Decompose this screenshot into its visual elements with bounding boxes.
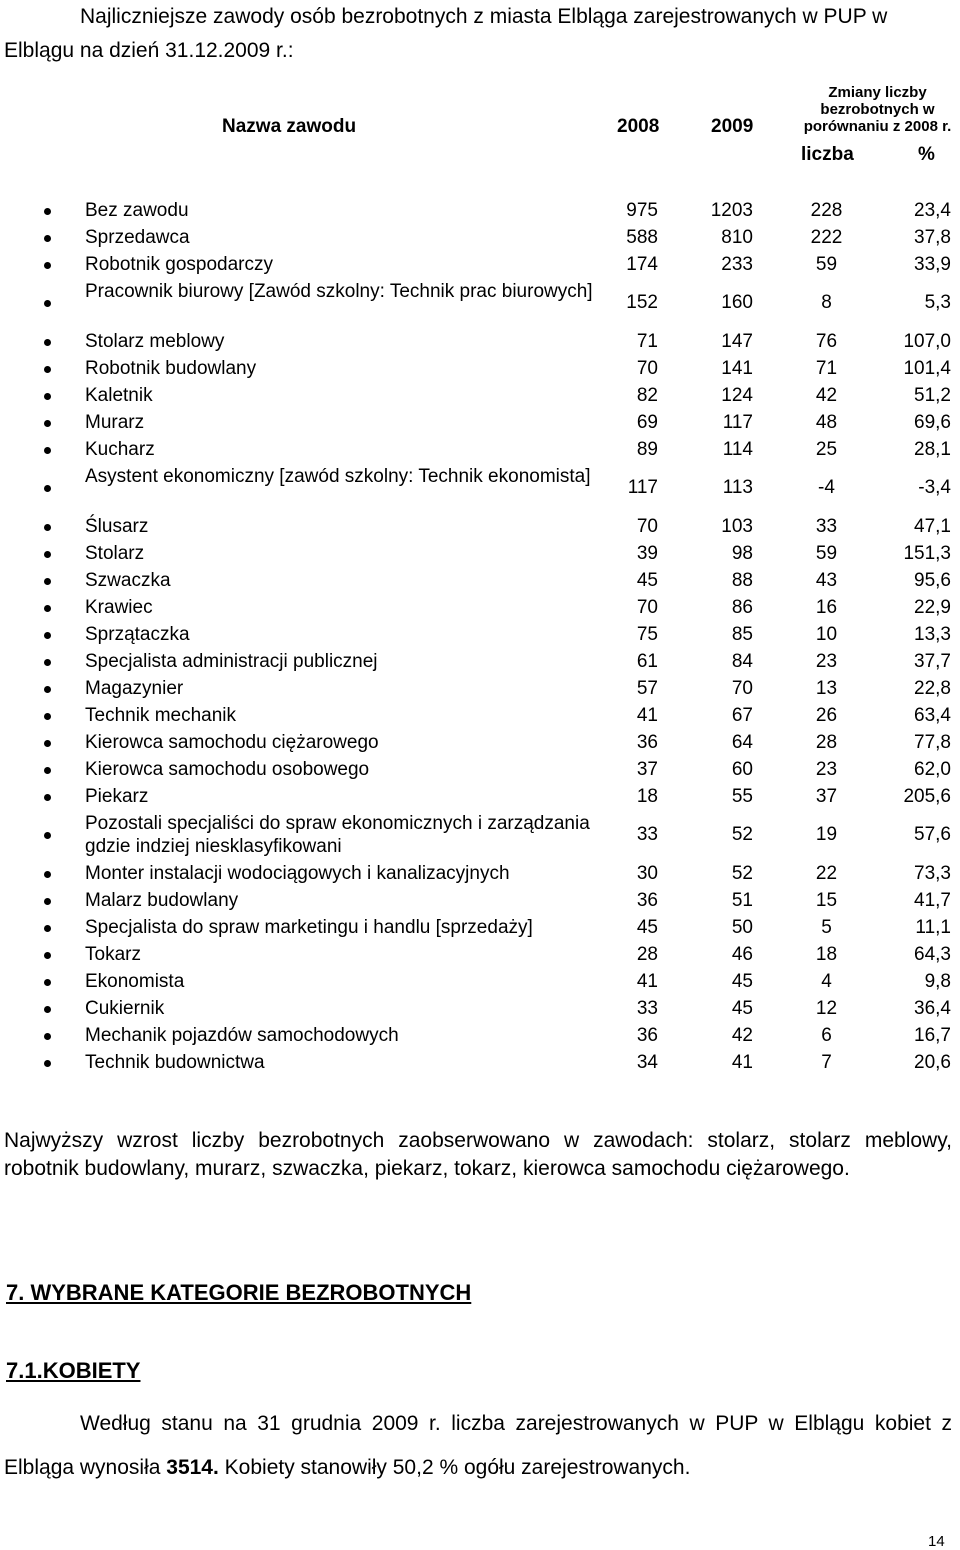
section-heading-7-1: 7.1.KOBIETY [6, 1358, 141, 1383]
occupation-name: Kierowca samochodu osobowego [85, 759, 370, 780]
value-2009: 103 [721, 516, 753, 537]
value-2008: 41 [636, 971, 658, 992]
occupation-name: Specjalista administracji publicznej [85, 651, 378, 672]
change-percent: 37,7 [914, 651, 951, 672]
change-percent: 9,8 [924, 971, 951, 992]
table-row [0, 970, 960, 993]
value-2008: 33 [636, 824, 658, 845]
change-percent: 22,9 [914, 597, 951, 618]
table-row [0, 569, 960, 592]
occupation-name: Murarz [85, 412, 145, 433]
bullet-icon [44, 208, 51, 215]
table-row [0, 650, 960, 673]
change-count: 71 [815, 358, 838, 379]
change-percent: 63,4 [914, 705, 951, 726]
occupation-name: Robotnik budowlany [85, 358, 257, 379]
occupation-name: Tokarz [85, 944, 141, 965]
value-2009: 52 [731, 863, 753, 884]
table-row [0, 758, 960, 781]
bullet-icon [44, 952, 51, 959]
header-year-2008: 2008 [617, 116, 660, 137]
value-2008: 975 [626, 200, 658, 221]
value-2009: 42 [731, 1025, 753, 1046]
value-2009: 64 [731, 732, 753, 753]
change-count: 10 [815, 624, 838, 645]
table-row [0, 384, 960, 407]
value-2009: 45 [731, 998, 753, 1019]
value-2009: 45 [731, 971, 753, 992]
occupation-name: Ekonomista [85, 971, 185, 992]
change-percent: -3,4 [918, 477, 951, 498]
bullet-icon [44, 632, 51, 639]
value-2008: 18 [636, 786, 658, 807]
value-2009: 55 [731, 786, 753, 807]
value-2009: 84 [731, 651, 753, 672]
bullet-icon [44, 740, 51, 747]
value-2008: 70 [636, 516, 658, 537]
change-count: 25 [815, 439, 838, 460]
change-percent: 77,8 [914, 732, 951, 753]
value-2009: 51 [731, 890, 753, 911]
intro-heading: Najliczniejsze zawody osób bezrobotnych z miasta Elbląga zarejestrowanych w PUP w Elblągu na dzień 31.12.2009 r.: [4, 5, 888, 62]
change-count: 22 [815, 863, 838, 884]
occupation-name: Stolarz meblowy [85, 331, 225, 352]
occupation-name: Sprzątaczka [85, 624, 190, 645]
value-2008: 57 [636, 678, 658, 699]
occupation-name: Pracownik biurowy [Zawód szkolny: Technik prac biurowych] [85, 281, 593, 302]
table-row [0, 623, 960, 646]
bullet-icon [44, 420, 51, 427]
table-row [0, 438, 960, 461]
value-2008: 39 [636, 543, 658, 564]
paragraph-text-before: Według stanu na 31 grudnia 2009 r. liczba zarejestrowanych w PUP w Elblągu kobiet z Elbląga wynosiła [4, 1412, 952, 1479]
table-row [0, 199, 960, 222]
change-percent: 151,3 [903, 543, 951, 564]
bullet-icon [44, 1033, 51, 1040]
change-percent: 23,4 [914, 200, 951, 221]
table-row [0, 997, 960, 1020]
change-count: 222 [810, 227, 843, 248]
table-row [0, 812, 960, 858]
bullet-icon [44, 524, 51, 531]
value-2009: 117 [722, 412, 753, 433]
bullet-icon [44, 485, 51, 492]
occupation-name: Kucharz [85, 439, 155, 460]
change-count: 23 [815, 651, 838, 672]
value-2009: 67 [731, 705, 753, 726]
table-row [0, 1024, 960, 1047]
value-2009: 160 [721, 292, 753, 313]
value-2009: 50 [731, 917, 753, 938]
value-2009: 41 [731, 1052, 753, 1073]
bullet-icon [44, 871, 51, 878]
change-count: 5 [821, 917, 832, 938]
bullet-icon [44, 235, 51, 242]
table-row [0, 542, 960, 565]
bullet-icon [44, 366, 51, 373]
value-2009: 810 [721, 227, 753, 248]
table-row [0, 357, 960, 380]
change-percent: 13,3 [914, 624, 951, 645]
header-occupation-name: Nazwa zawodu [222, 116, 357, 137]
value-2008: 36 [636, 890, 658, 911]
women-count: 3514. [166, 1456, 219, 1479]
change-percent: 41,7 [914, 890, 951, 911]
occupation-name: Specjalista do spraw marketingu i handlu [sprzedaży] [85, 917, 533, 938]
change-percent: 37,8 [914, 227, 951, 248]
summary-text: Najwyższy wzrost liczby bezrobotnych zaobserwowano w zawodach: stolarz, stolarz meblowy, robotnik budowlany, murarz, szwaczka, piekarz, tokarz, kierowca samochodu ciężarowego. [4, 1129, 952, 1180]
change-count: 18 [815, 944, 838, 965]
header-count: liczba [801, 144, 854, 165]
value-2008: 75 [636, 624, 658, 645]
change-count: 59 [815, 254, 838, 275]
change-count: 6 [821, 1025, 832, 1046]
value-2008: 61 [636, 651, 658, 672]
change-percent: 62,0 [914, 759, 951, 780]
value-2009: 1203 [710, 200, 753, 221]
table-row [0, 515, 960, 538]
bullet-icon [44, 713, 51, 720]
bullet-icon [44, 925, 51, 932]
change-percent: 33,9 [914, 254, 951, 275]
value-2008: 89 [636, 439, 658, 460]
occupation-name: Pozostali specjaliści do spraw ekonomicznych i zarządzania gdzie indziej niesklasyfikowani [85, 813, 590, 857]
table-row [0, 785, 960, 808]
change-count: 37 [815, 786, 838, 807]
table-row [0, 411, 960, 434]
table-row [0, 253, 960, 276]
table-row [0, 280, 960, 326]
bullet-icon [44, 979, 51, 986]
table-row [0, 596, 960, 619]
women-paragraph [4, 1402, 952, 1490]
value-2008: 30 [636, 863, 658, 884]
occupation-name: Malarz budowlany [85, 890, 239, 911]
change-percent: 107,0 [903, 331, 951, 352]
table-row [0, 889, 960, 912]
change-percent: 101,4 [903, 358, 951, 379]
change-percent: 73,3 [914, 863, 951, 884]
occupation-name: Bez zawodu [85, 200, 189, 221]
bullet-icon [44, 551, 51, 558]
change-percent: 22,8 [914, 678, 951, 699]
value-2008: 34 [636, 1052, 658, 1073]
value-2008: 36 [636, 1025, 658, 1046]
paragraph-text-after: Kobiety stanowiły 50,2 % ogółu zarejestrowanych. [218, 1456, 691, 1479]
value-2009: 124 [721, 385, 753, 406]
change-count: 19 [815, 824, 838, 845]
occupation-name: Technik budownictwa [85, 1052, 265, 1073]
change-count: 12 [815, 998, 838, 1019]
change-count: 43 [815, 570, 838, 591]
bullet-icon [44, 339, 51, 346]
change-percent: 36,4 [914, 998, 951, 1019]
change-percent: 51,2 [914, 385, 951, 406]
table-row [0, 704, 960, 727]
occupation-name: Robotnik gospodarczy [85, 254, 273, 275]
table-row [0, 731, 960, 754]
bullet-icon [44, 300, 51, 307]
change-percent: 69,6 [914, 412, 951, 433]
change-count: 48 [815, 412, 838, 433]
change-count: 23 [815, 759, 838, 780]
occupation-name: Kaletnik [85, 385, 153, 406]
change-percent: 11,1 [915, 917, 951, 938]
value-2008: 41 [636, 705, 658, 726]
value-2008: 45 [636, 917, 658, 938]
value-2009: 114 [722, 439, 753, 460]
value-2008: 82 [636, 385, 658, 406]
change-count: 228 [810, 200, 843, 221]
header-percent: % [918, 144, 935, 165]
change-percent: 20,6 [914, 1052, 951, 1073]
value-2009: 86 [731, 597, 753, 618]
change-count: 16 [815, 597, 838, 618]
occupation-name: Stolarz [85, 543, 145, 564]
table-row [0, 943, 960, 966]
value-2008: 70 [636, 358, 658, 379]
value-2008: 152 [626, 292, 658, 313]
value-2009: 46 [731, 944, 753, 965]
change-percent: 95,6 [914, 570, 951, 591]
value-2009: 147 [721, 331, 753, 352]
value-2009: 98 [731, 543, 753, 564]
occupation-name: Cukiernik [85, 998, 165, 1019]
change-count: 76 [815, 331, 838, 352]
occupation-name: Magazynier [85, 678, 184, 699]
change-percent: 205,6 [903, 786, 951, 807]
value-2008: 45 [636, 570, 658, 591]
value-2009: 60 [731, 759, 753, 780]
change-count: 13 [815, 678, 838, 699]
value-2008: 36 [636, 732, 658, 753]
value-2008: 117 [627, 477, 658, 498]
occupation-name: Sprzedawca [85, 227, 190, 248]
occupation-name: Monter instalacji wodociągowych i kanalizacyjnych [85, 863, 510, 884]
occupation-name: Krawiec [85, 597, 153, 618]
change-count: 42 [815, 385, 838, 406]
value-2008: 33 [636, 998, 658, 1019]
page-number: 14 [928, 1533, 945, 1550]
change-percent: 5,3 [924, 292, 951, 313]
bullet-icon [44, 1060, 51, 1067]
bullet-icon [44, 686, 51, 693]
change-count: 33 [815, 516, 838, 537]
value-2008: 71 [636, 331, 658, 352]
bullet-icon [44, 659, 51, 666]
change-percent: 16,7 [914, 1025, 951, 1046]
occupation-name: Ślusarz [85, 516, 149, 537]
occupation-name: Technik mechanik [85, 705, 237, 726]
occupation-name: Kierowca samochodu ciężarowego [85, 732, 379, 753]
table-row [0, 330, 960, 353]
value-2009: 113 [722, 477, 753, 498]
table-row [0, 916, 960, 939]
change-percent: 64,3 [914, 944, 951, 965]
table-row [0, 862, 960, 885]
header-changes: Zmiany liczby bezrobotnych w porównaniu z 2008 r. [803, 84, 952, 135]
occupation-name: Mechanik pojazdów samochodowych [85, 1025, 399, 1046]
bullet-icon [44, 794, 51, 801]
value-2008: 28 [636, 944, 658, 965]
value-2008: 69 [636, 412, 658, 433]
value-2008: 174 [626, 254, 658, 275]
value-2009: 233 [721, 254, 753, 275]
change-count: 8 [821, 292, 832, 313]
change-count: 15 [815, 890, 838, 911]
change-percent: 47,1 [914, 516, 951, 537]
value-2008: 588 [626, 227, 658, 248]
change-percent: 57,6 [914, 824, 951, 845]
header-year-2009: 2009 [711, 116, 754, 137]
occupation-name: Szwaczka [85, 570, 171, 591]
occupation-name: Piekarz [85, 786, 149, 807]
bullet-icon [44, 393, 51, 400]
change-count: 26 [815, 705, 838, 726]
change-count: 59 [815, 543, 838, 564]
table-row [0, 226, 960, 249]
table-row [0, 677, 960, 700]
table-row [0, 465, 960, 511]
bullet-icon [44, 447, 51, 454]
change-count: 28 [815, 732, 838, 753]
occupation-name: Asystent ekonomiczny [zawód szkolny: Technik ekonomista] [85, 466, 591, 487]
bullet-icon [44, 767, 51, 774]
value-2009: 70 [731, 678, 753, 699]
bullet-icon [44, 898, 51, 905]
value-2009: 52 [731, 824, 753, 845]
bullet-icon [44, 1006, 51, 1013]
value-2009: 85 [731, 624, 753, 645]
bullet-icon [44, 262, 51, 269]
value-2009: 88 [731, 570, 753, 591]
value-2008: 37 [636, 759, 658, 780]
bullet-icon [44, 578, 51, 585]
value-2008: 70 [636, 597, 658, 618]
bullet-icon [44, 605, 51, 612]
change-percent: 28,1 [914, 439, 951, 460]
change-count: -4 [818, 477, 835, 498]
change-count: 4 [821, 971, 832, 992]
change-count: 7 [821, 1052, 832, 1073]
section-heading-7: 7. WYBRANE KATEGORIE BEZROBOTNYCH [6, 1280, 472, 1305]
table-row [0, 1051, 960, 1074]
value-2009: 141 [721, 358, 753, 379]
bullet-icon [44, 832, 51, 839]
